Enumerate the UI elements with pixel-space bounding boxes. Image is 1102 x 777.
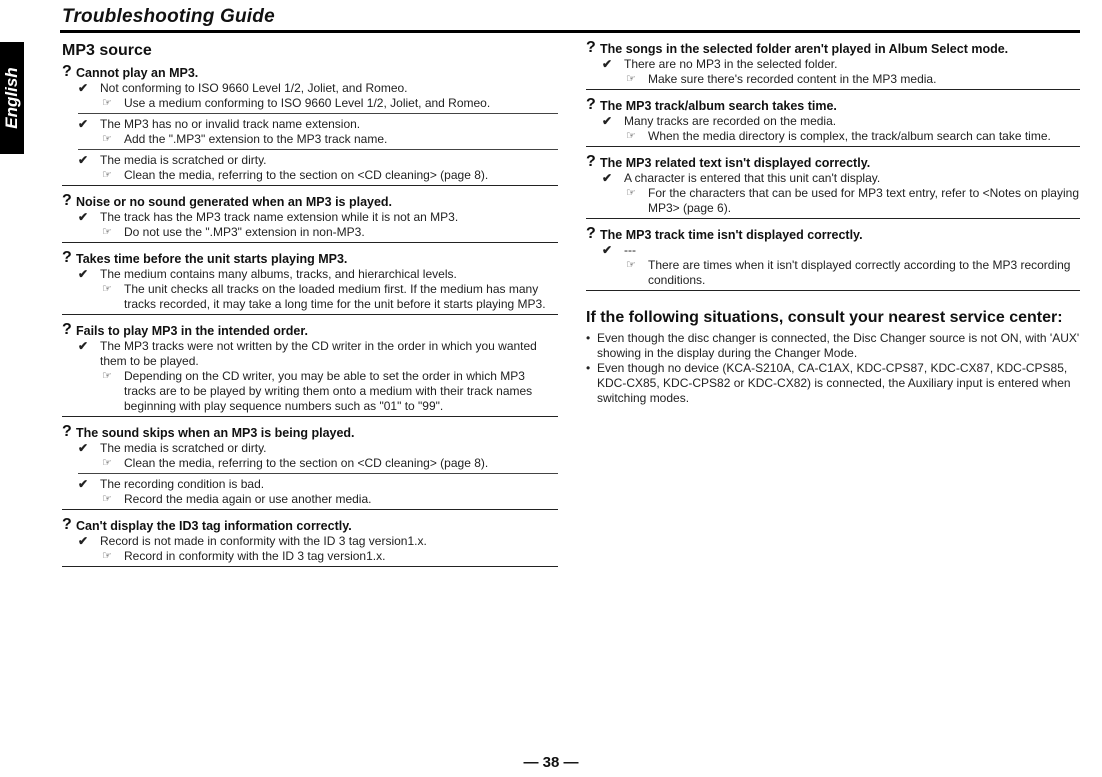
remedy-text: When the media directory is complex, the track/album search can take time.	[648, 129, 1051, 143]
remedy-text: Do not use the ".MP3" extension in non-MP3.	[124, 225, 365, 239]
cause	[62, 534, 558, 549]
service-heading: If the following situations, consult your nearest service center:	[586, 309, 1063, 326]
pointer-icon: ☞	[102, 169, 112, 181]
divider	[78, 149, 558, 150]
remedy	[586, 72, 1080, 87]
pointer-icon: ☞	[102, 226, 112, 238]
cause	[62, 441, 558, 456]
question-icon: ?	[62, 516, 72, 533]
title-rule	[60, 30, 1080, 33]
remedy-text: Clean the media, referring to the section on <CD cleaning> (page 8).	[124, 456, 489, 470]
cause-text: The track has the MP3 track name extension while it is not an MP3.	[100, 210, 459, 224]
cause	[62, 339, 558, 369]
remedy	[62, 549, 558, 564]
cause	[586, 57, 1080, 72]
service-bullet	[586, 331, 1080, 361]
question-icon: ?	[62, 63, 72, 80]
bullet-icon: •	[586, 361, 591, 375]
cause-text: The MP3 has no or invalid track name extension.	[100, 117, 361, 131]
remedy-text: Record in conformity with the ID 3 tag version1.x.	[124, 549, 386, 563]
check-icon: ✔	[602, 171, 613, 185]
pointer-icon: ☞	[102, 493, 112, 505]
trouble-entry	[62, 516, 558, 567]
question-icon: ?	[62, 249, 72, 266]
question-icon: ?	[62, 321, 72, 338]
pointer-icon: ☞	[102, 133, 112, 145]
problem-text: Noise or no sound generated when an MP3 is played.	[76, 195, 393, 209]
check-icon: ✔	[78, 153, 89, 167]
problem-text: The songs in the selected folder aren't played in Album Select mode.	[600, 42, 1009, 56]
cause-text: Record is not made in conformity with the ID 3 tag version1.x.	[100, 534, 427, 548]
problem-text: The MP3 track time isn't displayed correctly.	[600, 228, 863, 242]
language-tab-label: English	[2, 67, 21, 129]
trouble-entry	[62, 423, 558, 510]
remedy	[62, 132, 558, 147]
problem	[62, 423, 558, 441]
right-column	[586, 39, 1080, 406]
check-icon: ✔	[602, 57, 613, 71]
problem	[586, 153, 1080, 171]
question-icon: ?	[62, 192, 72, 209]
section-heading: MP3 source	[62, 42, 152, 59]
question-icon: ?	[586, 153, 596, 170]
remedy-text: Depending on the CD writer, you may be able to set the order in which MP3 tracks are to be played by writing them onto a medium with their track names beginning with play sequence numbers such as "01" to "99".	[124, 369, 533, 413]
check-icon: ✔	[602, 243, 613, 257]
remedy-text: Make sure there's recorded content in the MP3 media.	[648, 72, 937, 86]
pointer-icon: ☞	[102, 370, 112, 382]
remedy	[62, 492, 558, 507]
trouble-entry	[62, 63, 558, 186]
problem	[586, 39, 1080, 57]
pointer-icon: ☞	[626, 187, 636, 199]
pointer-icon: ☞	[626, 259, 636, 271]
remedy	[62, 456, 558, 471]
remedy-text: Record the media again or use another media.	[124, 492, 372, 506]
check-icon: ✔	[602, 114, 613, 128]
question-icon: ?	[586, 96, 596, 113]
problem-text: Can't display the ID3 tag information correctly.	[76, 519, 352, 533]
problem-text: Cannot play an MP3.	[76, 66, 199, 80]
trouble-entry	[62, 192, 558, 243]
trouble-entry	[62, 321, 558, 417]
cause-text: The MP3 tracks were not written by the CD writer in the order in which you wanted them to be played.	[100, 339, 537, 368]
bullet-icon: •	[586, 331, 591, 345]
cause-text: The media is scratched or dirty.	[100, 441, 267, 455]
remedy	[586, 258, 1080, 288]
cause	[62, 117, 558, 132]
problem	[62, 192, 558, 210]
cause	[586, 114, 1080, 129]
cause	[62, 210, 558, 225]
remedy	[62, 168, 558, 183]
check-icon: ✔	[78, 339, 89, 353]
service-bullet	[586, 361, 1080, 406]
cause-text: A character is entered that this unit can't display.	[624, 171, 881, 185]
check-icon: ✔	[78, 477, 89, 491]
cause	[62, 81, 558, 96]
pointer-icon: ☞	[626, 130, 636, 142]
cause-text: The recording condition is bad.	[100, 477, 265, 491]
remedy-text: For the characters that can be used for MP3 text entry, refer to <Notes on playing MP3> (page 6).	[648, 186, 1079, 215]
remedy	[62, 225, 558, 240]
remedy-text: There are times when it isn't displayed correctly according to the MP3 recording conditions.	[648, 258, 1071, 287]
problem-text: Fails to play MP3 in the intended order.	[76, 324, 308, 338]
remedy-text: Add the ".MP3" extension to the MP3 track name.	[124, 132, 388, 146]
remedy-text: Clean the media, referring to the section on <CD cleaning> (page 8).	[124, 168, 489, 182]
cause-text: There are no MP3 in the selected folder.	[624, 57, 838, 71]
check-icon: ✔	[78, 81, 89, 95]
problem	[586, 225, 1080, 243]
cause	[586, 171, 1080, 186]
page-number: — 38 —	[523, 754, 579, 771]
remedy	[62, 282, 558, 312]
bullet-text: Even though no device (KCA-S210A, CA-C1AX, KDC-CPS87, KDC-CX87, KDC-CPS85, KDC-CX85, KDC-CPS82 or KDC-CX82) is connected, the Auxiliary input is entered when switching modes.	[597, 361, 1071, 405]
page-title: Troubleshooting Guide	[62, 6, 275, 27]
question-icon: ?	[586, 39, 596, 56]
question-icon: ?	[586, 225, 596, 242]
problem-text: The MP3 track/album search takes time.	[600, 99, 837, 113]
remedy-text: The unit checks all tracks on the loaded medium first. If the medium has many tracks recorded, it may take a long time for the unit before it starts playing MP3.	[124, 282, 546, 311]
cause	[586, 243, 1080, 258]
check-icon: ✔	[78, 210, 89, 224]
cause	[62, 153, 558, 168]
cause-text: ---	[624, 243, 636, 257]
problem	[586, 96, 1080, 114]
remedy-text: Use a medium conforming to ISO 9660 Level 1/2, Joliet, and Romeo.	[124, 96, 491, 110]
pointer-icon: ☞	[102, 283, 112, 295]
trouble-entry	[586, 225, 1080, 291]
bullet-text: Even though the disc changer is connected, the Disc Changer source is not ON, with 'AUX' showing in the display during the Changer Mode.	[597, 331, 1080, 360]
trouble-entry	[586, 153, 1080, 219]
trouble-entry	[586, 39, 1080, 90]
problem	[62, 249, 558, 267]
left-column	[62, 42, 558, 576]
problem-text: The MP3 related text isn't displayed correctly.	[600, 156, 871, 170]
problem	[62, 63, 558, 81]
pointer-icon: ☞	[102, 97, 112, 109]
problem-text: The sound skips when an MP3 is being played.	[76, 426, 355, 440]
trouble-entry	[586, 96, 1080, 147]
cause	[62, 477, 558, 492]
problem-text: Takes time before the unit starts playing MP3.	[76, 252, 348, 266]
cause-text: The medium contains many albums, tracks, and hierarchical levels.	[100, 267, 457, 281]
pointer-icon: ☞	[102, 550, 112, 562]
check-icon: ✔	[78, 534, 89, 548]
check-icon: ✔	[78, 267, 89, 281]
language-tab	[0, 42, 24, 154]
remedy	[62, 96, 558, 111]
pointer-icon: ☞	[626, 73, 636, 85]
remedy	[586, 186, 1080, 216]
cause-text: Many tracks are recorded on the media.	[624, 114, 837, 128]
divider	[78, 113, 558, 114]
check-icon: ✔	[78, 441, 89, 455]
divider	[78, 473, 558, 474]
pointer-icon: ☞	[102, 457, 112, 469]
remedy	[62, 369, 558, 414]
cause-text: Not conforming to ISO 9660 Level 1/2, Joliet, and Romeo.	[100, 81, 408, 95]
check-icon: ✔	[78, 117, 89, 131]
question-icon: ?	[62, 423, 72, 440]
remedy	[586, 129, 1080, 144]
problem	[62, 321, 558, 339]
problem	[62, 516, 558, 534]
cause-text: The media is scratched or dirty.	[100, 153, 267, 167]
trouble-entry	[62, 249, 558, 315]
cause	[62, 267, 558, 282]
